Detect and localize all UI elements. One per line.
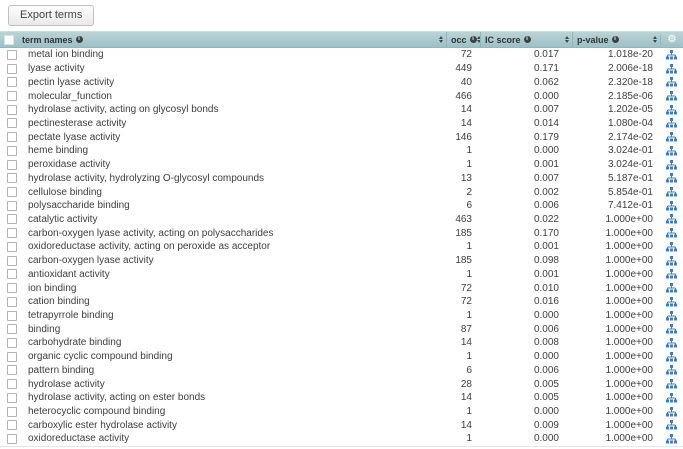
p-value: 2.320e-18	[607, 76, 653, 88]
ic-score-value: 0.005	[533, 392, 559, 404]
ic-score-value: 0.016	[533, 296, 559, 308]
row-checkbox-cell	[0, 269, 18, 279]
ic-score-value: 0.062	[533, 76, 559, 88]
row-checkbox-cell	[0, 297, 18, 307]
term-name: pectinesterase activity	[28, 117, 127, 129]
term-name: carbohydrate binding	[28, 337, 122, 349]
hierarchy-icon[interactable]	[666, 420, 677, 430]
row-checkbox-cell	[0, 379, 18, 389]
row-checkbox[interactable]	[7, 365, 17, 375]
row-checkbox-cell	[0, 118, 18, 128]
hierarchy-cell	[660, 228, 683, 238]
row-checkbox[interactable]	[7, 311, 17, 321]
column-header-term-names[interactable]	[18, 32, 446, 47]
hierarchy-cell	[660, 352, 683, 362]
table-row	[0, 62, 683, 76]
ic-score-value: 0.000	[533, 406, 559, 418]
hierarchy-cell	[660, 146, 683, 156]
p-value: 1.000e+00	[605, 351, 653, 363]
row-checkbox[interactable]	[7, 269, 17, 279]
hierarchy-icon[interactable]	[666, 311, 677, 321]
occ-value: 463	[455, 213, 472, 225]
row-checkbox[interactable]	[7, 118, 17, 128]
column-label: IC score	[485, 34, 521, 45]
table-row	[0, 281, 683, 295]
p-value: 1.000e+00	[605, 378, 653, 390]
hierarchy-cell	[660, 132, 683, 142]
table-row	[0, 336, 683, 350]
hierarchy-cell	[660, 393, 683, 403]
hierarchy-cell	[660, 118, 683, 128]
occ-value: 1	[466, 159, 472, 171]
row-checkbox-cell	[0, 256, 18, 266]
table-body	[0, 48, 683, 446]
p-value: 2.006e-18	[607, 63, 653, 75]
p-value: 1.000e+00	[605, 310, 653, 322]
term-name: molecular_function	[28, 90, 112, 102]
table-row	[0, 295, 683, 309]
sort-icon[interactable]	[439, 36, 446, 43]
row-checkbox[interactable]	[7, 256, 17, 266]
term-name: polysaccharide binding	[28, 200, 130, 212]
ic-score-value: 0.005	[533, 378, 559, 390]
p-value: 1.000e+00	[605, 227, 653, 239]
table-row	[0, 240, 683, 254]
export-terms-button[interactable]: Export terms	[8, 5, 94, 26]
row-checkbox-cell	[0, 160, 18, 170]
row-checkbox-cell	[0, 311, 18, 321]
row-checkbox[interactable]	[7, 160, 17, 170]
hierarchy-cell	[660, 365, 683, 375]
hierarchy-cell	[660, 420, 683, 430]
term-name: oxidoreductase activity, acting on peroxide as acceptor	[28, 241, 271, 253]
row-checkbox[interactable]	[7, 77, 17, 87]
table-row	[0, 391, 683, 405]
table-row	[0, 103, 683, 117]
table-row	[0, 268, 683, 282]
term-name: peroxidase activity	[28, 159, 111, 171]
row-checkbox[interactable]	[7, 214, 17, 224]
p-value: 7.412e-01	[607, 200, 653, 212]
occ-value: 185	[455, 255, 472, 267]
row-checkbox[interactable]	[7, 352, 17, 362]
row-checkbox-cell	[0, 146, 18, 156]
occ-value: 6	[466, 200, 472, 212]
info-icon[interactable]: i	[470, 36, 477, 43]
row-checkbox[interactable]	[7, 173, 17, 183]
sort-icon[interactable]	[653, 36, 660, 43]
occ-value: 449	[455, 63, 472, 75]
row-checkbox[interactable]	[7, 91, 17, 101]
hierarchy-icon[interactable]	[666, 365, 677, 375]
hierarchy-icon[interactable]	[666, 91, 677, 101]
p-value: 1.000e+00	[605, 296, 653, 308]
ic-score-value: 0.000	[533, 90, 559, 102]
term-name: carbon-oxygen lyase activity	[28, 255, 154, 267]
hierarchy-icon[interactable]	[666, 201, 677, 211]
row-checkbox-cell	[0, 434, 18, 444]
occ-value: 1	[466, 433, 472, 445]
p-value: 1.000e+00	[605, 337, 653, 349]
table-row	[0, 75, 683, 89]
ic-score-value: 0.001	[533, 268, 559, 280]
hierarchy-icon[interactable]	[666, 269, 677, 279]
table-row	[0, 130, 683, 144]
p-value: 3.024e-01	[607, 159, 653, 171]
term-name: pectin lyase activity	[28, 76, 115, 88]
row-checkbox[interactable]	[7, 50, 17, 60]
term-name: cation binding	[28, 296, 90, 308]
hierarchy-icon[interactable]	[666, 173, 677, 183]
hierarchy-icon[interactable]	[666, 352, 677, 362]
row-checkbox-cell	[0, 214, 18, 224]
table-row	[0, 405, 683, 419]
occ-value: 28	[460, 378, 472, 390]
row-checkbox-cell	[0, 338, 18, 348]
hierarchy-cell	[660, 160, 683, 170]
p-value: 1.000e+00	[605, 323, 653, 335]
row-checkbox-cell	[0, 105, 18, 115]
hierarchy-cell	[660, 214, 683, 224]
table-row	[0, 158, 683, 172]
term-name: hydrolase activity, acting on ester bonds	[28, 392, 206, 404]
hierarchy-icon[interactable]	[666, 379, 677, 389]
row-checkbox-cell	[0, 50, 18, 60]
hierarchy-icon[interactable]	[666, 146, 677, 156]
ic-score-value: 0.010	[533, 282, 559, 294]
row-checkbox[interactable]	[7, 379, 17, 389]
term-name: hydrolase activity	[28, 378, 105, 390]
hierarchy-cell	[660, 242, 683, 252]
table-row	[0, 199, 683, 213]
ic-score-value: 0.001	[533, 241, 559, 253]
row-checkbox-cell	[0, 173, 18, 183]
occ-value: 87	[460, 323, 472, 335]
table-row	[0, 432, 683, 446]
hierarchy-icon[interactable]	[666, 50, 677, 60]
hierarchy-icon[interactable]	[666, 187, 677, 197]
table-row	[0, 226, 683, 240]
ic-score-value: 0.001	[533, 159, 559, 171]
hierarchy-cell	[660, 407, 683, 417]
occ-value: 14	[460, 419, 472, 431]
ic-score-value: 0.007	[533, 104, 559, 116]
row-checkbox-cell	[0, 420, 18, 430]
hierarchy-icon[interactable]	[666, 338, 677, 348]
row-checkbox-cell	[0, 187, 18, 197]
row-checkbox-cell	[0, 228, 18, 238]
term-name: metal ion binding	[28, 49, 104, 61]
term-name: carboxylic ester hydrolase activity	[28, 419, 177, 431]
row-checkbox[interactable]	[7, 64, 17, 74]
column-label: occ	[451, 34, 467, 45]
hierarchy-cell	[660, 379, 683, 389]
term-name: ion binding	[28, 282, 77, 294]
hierarchy-icon[interactable]	[666, 132, 677, 142]
row-checkbox-cell	[0, 201, 18, 211]
term-name: heterocyclic compound binding	[28, 406, 166, 418]
row-checkbox[interactable]	[7, 324, 17, 334]
row-checkbox[interactable]	[7, 283, 17, 293]
ic-score-value: 0.000	[533, 145, 559, 157]
row-checkbox[interactable]	[7, 407, 17, 417]
row-checkbox-cell	[0, 132, 18, 142]
occ-value: 14	[460, 117, 472, 129]
column-label: p-value	[577, 34, 609, 45]
hierarchy-cell	[660, 187, 683, 197]
table-row	[0, 309, 683, 323]
occ-value: 13	[460, 172, 472, 184]
row-checkbox-cell	[0, 64, 18, 74]
term-name: carbon-oxygen lyase activity, acting on polysaccharides	[28, 227, 274, 239]
row-checkbox[interactable]	[7, 297, 17, 307]
hierarchy-icon[interactable]	[666, 242, 677, 252]
p-value: 3.024e-01	[607, 145, 653, 157]
row-checkbox-cell	[0, 91, 18, 101]
row-checkbox[interactable]	[7, 338, 17, 348]
p-value: 1.000e+00	[605, 406, 653, 418]
occ-value: 1	[466, 406, 472, 418]
ic-score-value: 0.017	[533, 49, 559, 61]
row-checkbox[interactable]	[7, 105, 17, 115]
hierarchy-cell	[660, 105, 683, 115]
term-name: organic cyclic compound binding	[28, 351, 173, 363]
ic-score-value: 0.002	[533, 186, 559, 198]
row-checkbox[interactable]	[7, 132, 17, 142]
term-name: binding	[28, 323, 61, 335]
ic-score-value: 0.014	[533, 117, 559, 129]
term-name: catalytic activity	[28, 213, 98, 225]
term-name: hydrolase activity, hydrolyzing O-glycosyl compounds	[28, 172, 265, 184]
term-name: cellulose binding	[28, 186, 102, 198]
occ-value: 1	[466, 268, 472, 280]
table-bottom-border	[0, 446, 683, 447]
info-icon[interactable]: i	[76, 36, 83, 43]
row-checkbox[interactable]	[7, 146, 17, 156]
occ-value: 146	[455, 131, 472, 143]
hierarchy-cell	[660, 297, 683, 307]
p-value: 1.000e+00	[605, 282, 653, 294]
hierarchy-icon[interactable]	[666, 283, 677, 293]
ic-score-value: 0.006	[533, 323, 559, 335]
occ-value: 14	[460, 104, 472, 116]
table-header-row	[0, 31, 683, 48]
hierarchy-cell	[660, 283, 683, 293]
occ-value: 14	[460, 337, 472, 349]
p-value: 1.000e+00	[605, 392, 653, 404]
occ-value: 1	[466, 145, 472, 157]
row-checkbox[interactable]	[7, 228, 17, 238]
hierarchy-cell	[660, 50, 683, 60]
p-value: 1.000e+00	[605, 255, 653, 267]
hierarchy-icon[interactable]	[666, 77, 677, 87]
p-value: 1.202e-05	[607, 104, 653, 116]
hierarchy-icon[interactable]	[666, 407, 677, 417]
sort-icon[interactable]	[565, 36, 572, 43]
p-value: 1.080e-04	[607, 117, 653, 129]
row-checkbox[interactable]	[7, 187, 17, 197]
table-row	[0, 89, 683, 103]
term-name: pectate lyase activity	[28, 131, 121, 143]
table-row	[0, 254, 683, 268]
hierarchy-icon[interactable]	[666, 105, 677, 115]
ic-score-value: 0.008	[533, 337, 559, 349]
info-icon[interactable]: i	[612, 36, 619, 43]
occ-value: 466	[455, 90, 472, 102]
row-checkbox[interactable]	[7, 201, 17, 211]
ic-score-value: 0.000	[533, 351, 559, 363]
hierarchy-icon[interactable]	[666, 256, 677, 266]
toolbar	[0, 0, 683, 31]
row-checkbox-cell	[0, 352, 18, 362]
p-value: 1.018e-20	[607, 49, 653, 61]
hierarchy-icon[interactable]	[666, 393, 677, 403]
occ-value: 72	[460, 49, 472, 61]
term-name: antioxidant activity	[28, 268, 110, 280]
row-checkbox-cell	[0, 365, 18, 375]
ic-score-value: 0.000	[533, 310, 559, 322]
row-checkbox[interactable]	[7, 242, 17, 252]
occ-value: 1	[466, 351, 472, 363]
row-checkbox[interactable]	[7, 434, 17, 444]
hierarchy-cell	[660, 91, 683, 101]
row-checkbox-cell	[0, 77, 18, 87]
occ-value: 14	[460, 392, 472, 404]
table-row	[0, 322, 683, 336]
ic-score-value: 0.171	[533, 63, 559, 75]
hierarchy-cell	[660, 201, 683, 211]
occ-value: 1	[466, 241, 472, 253]
occ-value: 185	[455, 227, 472, 239]
hierarchy-cell	[660, 269, 683, 279]
ic-score-value: 0.170	[533, 227, 559, 239]
hierarchy-cell	[660, 338, 683, 348]
ic-score-value: 0.000	[533, 433, 559, 445]
info-icon[interactable]: i	[524, 36, 531, 43]
term-name: tetrapyrrole binding	[28, 310, 114, 322]
p-value: 5.187e-01	[607, 172, 653, 184]
occ-value: 72	[460, 282, 472, 294]
row-checkbox[interactable]	[7, 420, 17, 430]
hierarchy-icon[interactable]	[666, 297, 677, 307]
hierarchy-icon[interactable]	[666, 434, 677, 444]
table-row	[0, 418, 683, 432]
p-value: 1.000e+00	[605, 419, 653, 431]
row-checkbox-cell	[0, 393, 18, 403]
term-name: oxidoreductase activity	[28, 433, 130, 445]
column-header-settings[interactable]	[660, 35, 683, 45]
table-row	[0, 350, 683, 364]
hierarchy-icon[interactable]	[666, 324, 677, 334]
hierarchy-cell	[660, 173, 683, 183]
table-row	[0, 144, 683, 158]
gear-icon: ⚙	[667, 33, 677, 45]
row-checkbox-cell	[0, 407, 18, 417]
row-checkbox[interactable]	[7, 393, 17, 403]
ic-score-value: 0.007	[533, 172, 559, 184]
ic-score-value: 0.098	[533, 255, 559, 267]
select-all-checkbox[interactable]	[4, 35, 14, 45]
ic-score-value: 0.006	[533, 200, 559, 212]
table-row	[0, 185, 683, 199]
row-checkbox-cell	[0, 283, 18, 293]
hierarchy-icon[interactable]	[666, 228, 677, 238]
column-header-ic-score[interactable]	[480, 32, 572, 47]
hierarchy-icon[interactable]	[666, 118, 677, 128]
row-checkbox-cell	[0, 242, 18, 252]
term-name: pattern binding	[28, 364, 95, 376]
p-value: 1.000e+00	[605, 241, 653, 253]
hierarchy-cell	[660, 256, 683, 266]
hierarchy-icon[interactable]	[666, 214, 677, 224]
ic-score-value: 0.022	[533, 213, 559, 225]
table-row	[0, 171, 683, 185]
occ-value: 40	[460, 76, 472, 88]
p-value: 2.185e-06	[607, 90, 653, 102]
p-value: 5.854e-01	[607, 186, 653, 198]
hierarchy-icon[interactable]	[666, 160, 677, 170]
occ-value: 6	[466, 364, 472, 376]
p-value: 1.000e+00	[605, 213, 653, 225]
p-value: 1.000e+00	[605, 268, 653, 280]
table-row	[0, 48, 683, 62]
table-row	[0, 377, 683, 391]
hierarchy-cell	[660, 324, 683, 334]
term-name: lyase activity	[28, 63, 85, 75]
header-checkbox-cell	[0, 35, 18, 45]
terms-table	[0, 31, 683, 447]
table-row	[0, 364, 683, 378]
column-label: term names	[22, 34, 73, 45]
hierarchy-cell	[660, 64, 683, 74]
table-row	[0, 213, 683, 227]
hierarchy-cell	[660, 77, 683, 87]
term-name: hydrolase activity, acting on glycosyl bonds	[28, 104, 219, 116]
column-header-p-value[interactable]	[572, 32, 660, 47]
hierarchy-cell	[660, 311, 683, 321]
p-value: 2.174e-02	[607, 131, 653, 143]
column-header-occ[interactable]	[446, 32, 480, 47]
occ-value: 1	[466, 310, 472, 322]
term-name: heme binding	[28, 145, 89, 157]
ic-score-value: 0.009	[533, 419, 559, 431]
hierarchy-icon[interactable]	[666, 64, 677, 74]
occ-value: 72	[460, 296, 472, 308]
p-value: 1.000e+00	[605, 433, 653, 445]
row-checkbox-cell	[0, 324, 18, 334]
occ-value: 2	[466, 186, 472, 198]
ic-score-value: 0.179	[533, 131, 559, 143]
ic-score-value: 0.006	[533, 364, 559, 376]
p-value: 1.000e+00	[605, 364, 653, 376]
hierarchy-cell	[660, 434, 683, 444]
table-row	[0, 117, 683, 131]
